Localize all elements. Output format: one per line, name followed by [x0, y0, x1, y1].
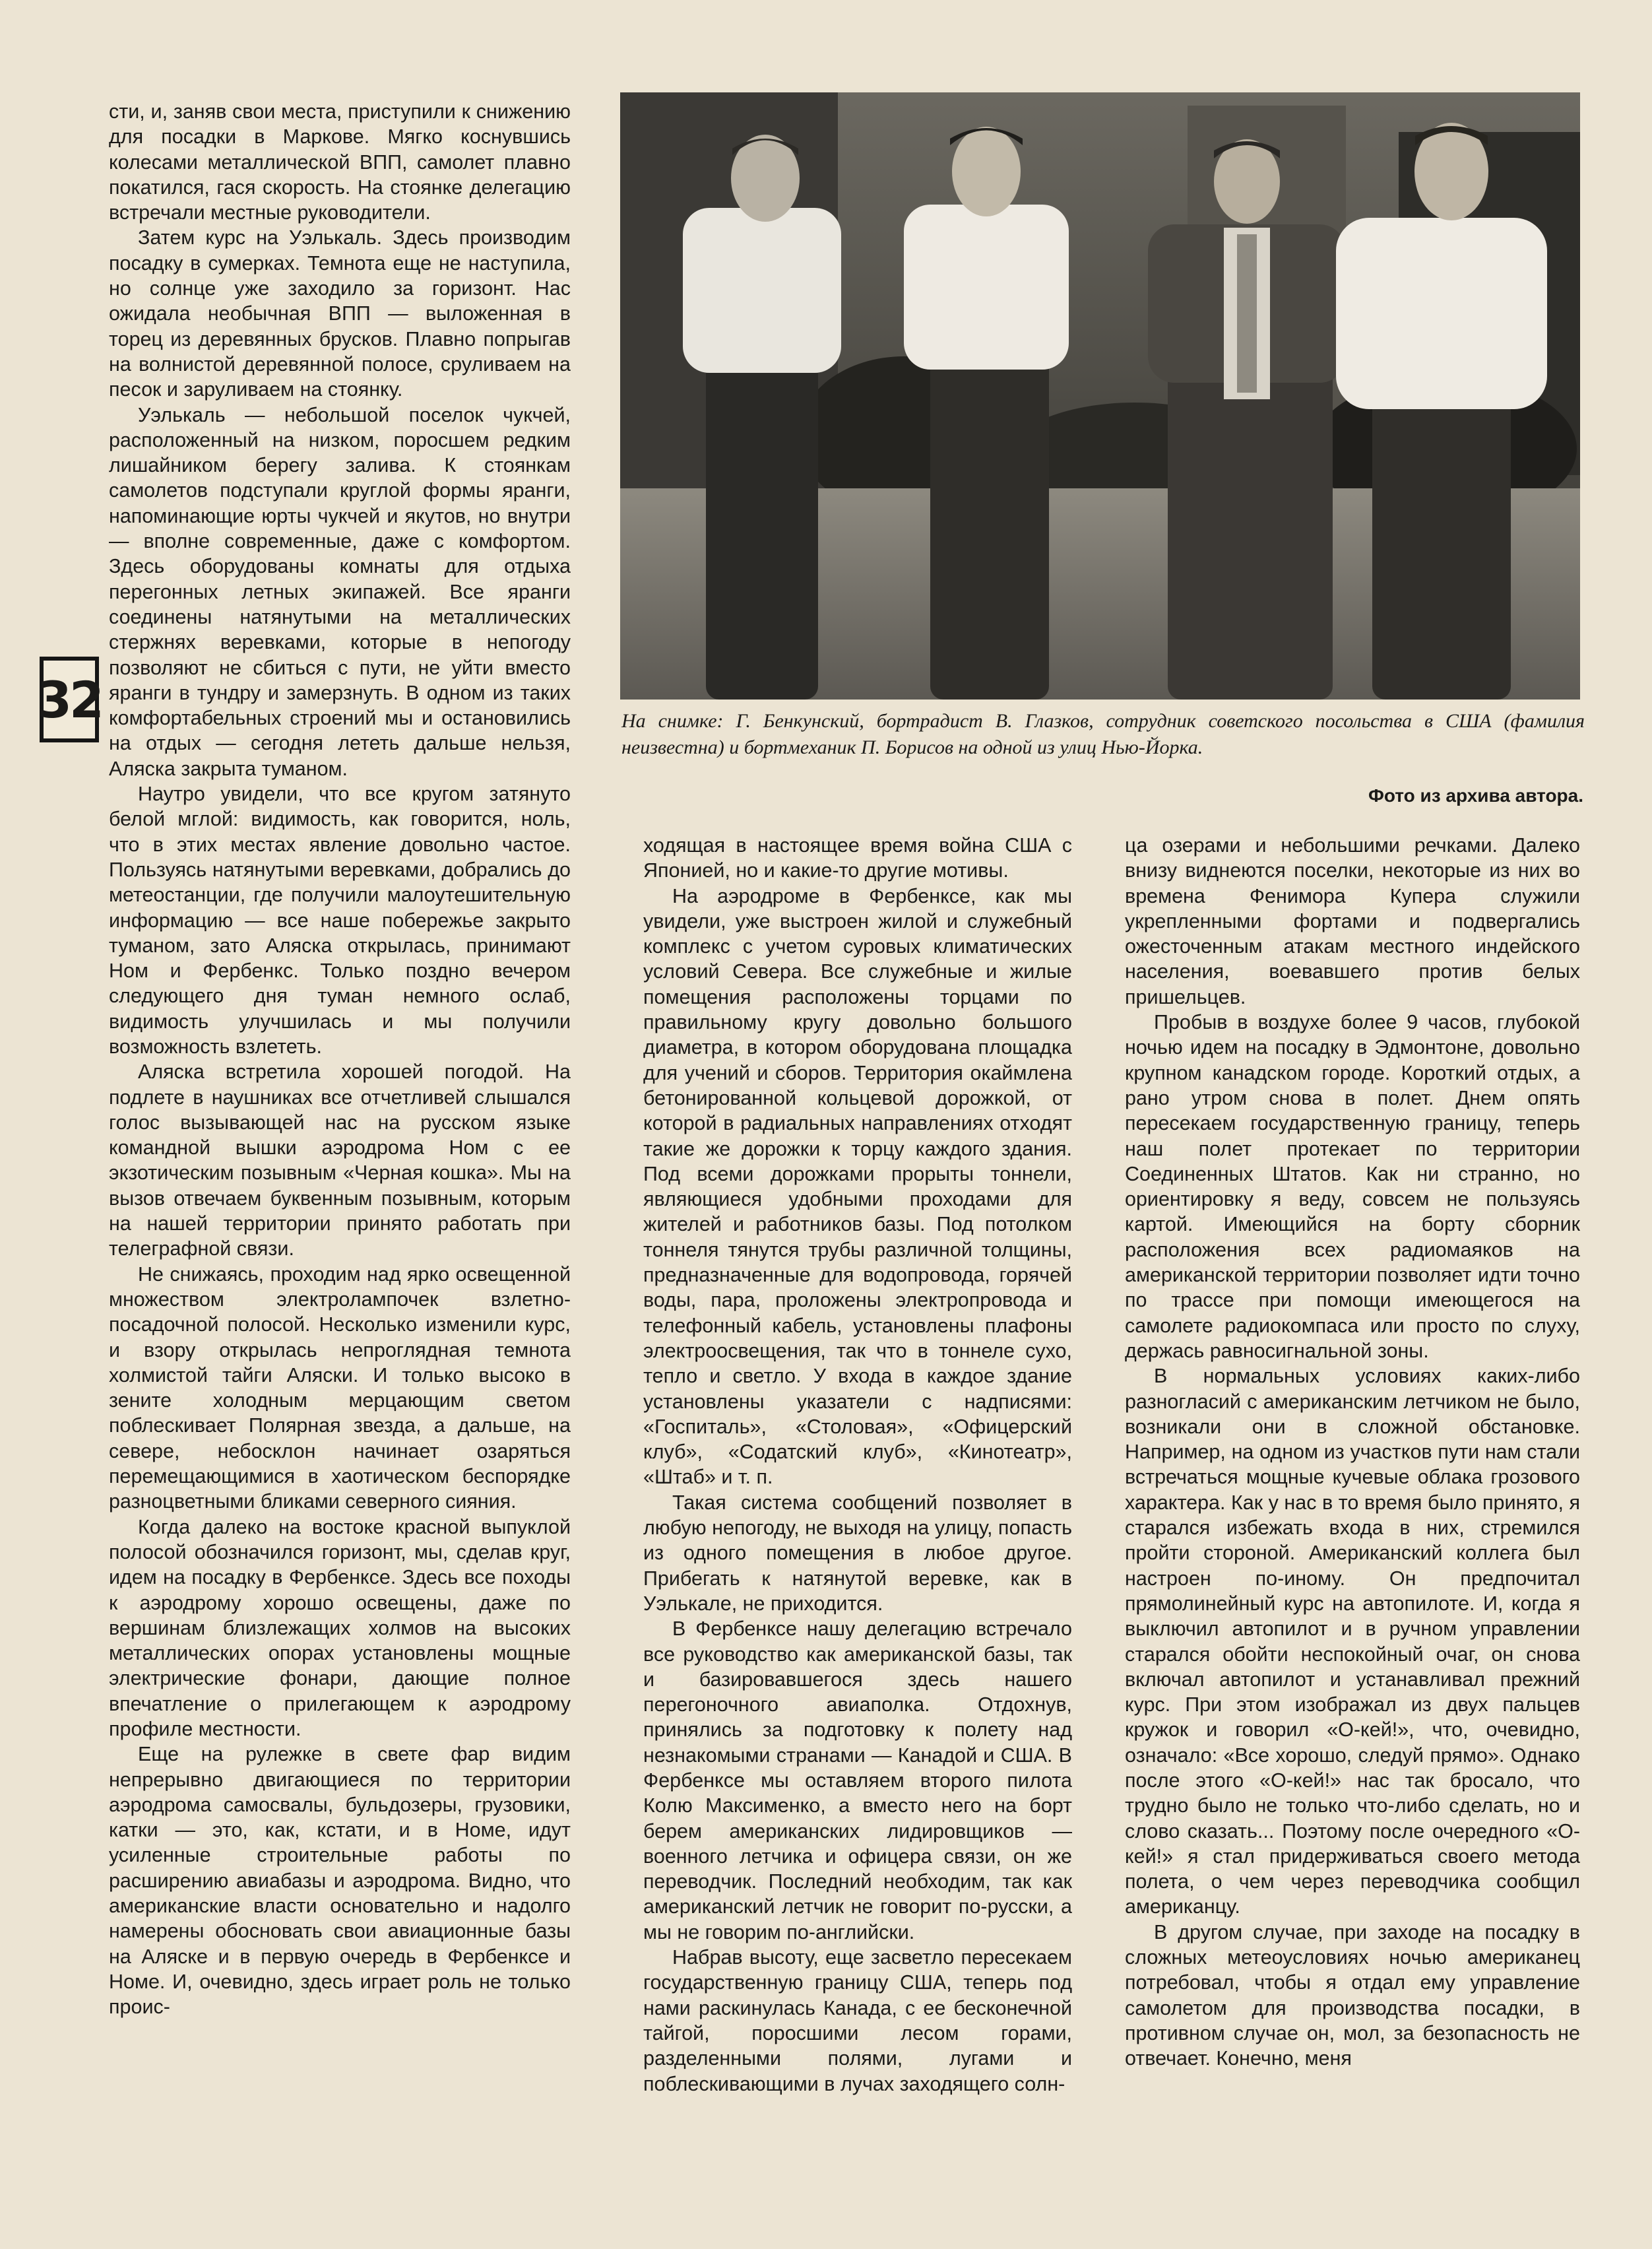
paragraph: В нормальных условиях каких-либо разногласий с американским летчиком не было, возникали они в сложной обстановке. Например, на одном из участков пути нам стали встречаться мощные кучевые облака грозового характера. Как у нас в то время было принято, я старался избежать входа в них, стремился пройти стороной. Американский коллега был настроен по-иному. Он предпочитал прямолинейный курс на автопилоте. И, когда я выключил автопилот и в ручном управлении старался обойти неспокойный очаг, он снова включал автопилот и устанавливал прежний курс. При этом изображал из двух пальцев кружок и говорил «О-кей!», что, очевидно, означало: «Все хорошо, следуй прямо». Однако после этого «О-кей!» нас так бросало, что трудно было не только что-либо сделать, но и слово сказать... Поэтому после очередного «О-кей!» я стал придерживаться своего метода полета, о чем через переводчика сообщил американцу. — [1125, 1365, 1580, 1918]
paragraph: ходящая в настоящее время война США с Японией, но и какие-то другие мотивы. — [643, 834, 1072, 882]
paragraph: Уэлькаль — небольшой поселок чукчей, расположенный на низком, поросшем редким лишайником берегу залива. К стоянкам самолетов подступали круглой формы яранги, напоминающие юрты чукчей и якутов, но внутри — вполне современные, даже с комфортом. Здесь оборудованы комнаты для отдыха перегонных летных экипажей. Все яранги соединены натянутыми на металлических стержнях веревками, которые в непогоду позволяют не сбиться с пути, не уйти вместо яранги в тундру и замерзнуть. В одном из таких комфортабельных строений мы и остановились на отдых — сегодня лететь дальше нельзя, Аляска закрыта туманом. — [109, 403, 571, 780]
photo-four-men — [620, 92, 1580, 700]
paragraph: На аэродроме в Фербенксе, как мы увидели, уже выстроен жилой и служебный комплекс с учетом суровых климатических условий Севера. Все служебные и жилые помещения расположены торцами по правильному кругу довольно большого диаметра, в котором оборудована площадка для учений и сборов. Территория окаймлена бетонированной кольцевой дорожкой, от которой в радиальных направлениях отходят такие же дорожки к торцу каждого здания. Под всеми дорожками прорыты тоннели, являющиеся удобными проходами для жителей и работников базы. Под потолком тоннеля тянутся трубы различной толщины, предназначенные для водопровода, горячей воды, пара, проложены электропровода и телефонный кабель, установлены плафоны электроосвещения, так что в тоннеле сухо, тепло и светло. У входа в каждое здание установлены указатели с надписями: «Госпиталь», «Столовая», «Офицерский клуб», «Содатский клуб», «Кинотеатр», «Штаб» и т. п. — [643, 884, 1072, 1489]
paragraph: Аляска встретила хорошей погодой. На подлете в наушниках все отчетливей слышался голос вызывающей нас на русском языке командной вышки аэродрома Ном с ее экзотическим позывным «Черная кошка». Мы на вызов отвечаем буквенным позывным, которым на нашей территории принято работать при телеграфной связи. — [109, 1060, 571, 1260]
text-column-3 — [1125, 833, 1580, 2219]
paragraph: Когда далеко на востоке красной выпуклой полосой обозначился горизонт, мы, сделав круг, идем на посадку в Фербенксе. Здесь все походы к аэродрому хорошо освещены, даже по вершинам близлежащих холмов на высоких металлических опорах установлены мощные электрические фонари, дающие полное впечатление о прилегающем к аэродрому профиле местности. — [109, 1515, 571, 1740]
paragraph: Набрав высоту, еще засветло пересекаем государственную границу США, теперь под нами раскинулась Канада, с ее бесконечной тайгой, поросшими лесом горами, разделенными полями, лугами и поблескивающими в лучах заходящего солн- — [643, 1946, 1072, 2095]
paragraph: ца озерами и небольшими речками. Далеко внизу виднеются поселки, некоторые из них во времена Фенимора Купера служили укрепленными фортами и подвергались ожесточенным атакам местного индейского населения, воевавшего против белых пришельцев. — [1125, 834, 1580, 1008]
text-column-1 — [109, 99, 571, 2217]
man-1 — [683, 135, 841, 700]
page-number: 32 — [40, 657, 99, 742]
paragraph: Наутро увидели, что все кругом затянуто белой мглой: видимость, как говорится, ноль, что в этих местах явление довольно частое. Пользуясь натянутыми веревками, добрались до метеостанции, где получили малоутешительную информацию — все наше побережье закрыто туманом, зато Аляска открылась, принимают Ном и Фербенкс. Только поздно вечером следующего дня туман немного ослаб, видимость улучшилась и мы получили возможность взлететь. — [109, 783, 571, 1058]
paragraph: В другом случае, при заходе на посадку в сложных метеоусловиях ночью американец потребовал, чтобы я отдал ему управление самолетом для производства посадки, в противном случае он, мол, за безопасность не отвечает. Конечно, меня — [1125, 1920, 1580, 2070]
paragraph: Затем курс на Уэлькаль. Здесь производим посадку в сумерках. Темнота еще не наступила, но солнце уже заходило за горизонт. Нас ожидала необычная ВПП — выложенная в торец из деревянных брусков. Плавно попрыгав на волнистой деревянной полосе, сруливаем на песок и заруливаем на стоянку. — [109, 226, 571, 401]
photo-illustration — [620, 92, 1580, 700]
photo-caption: На снимке: Г. Бенкунский, бортрадист В. Глазков, сотрудник советского посольства в США (фамилия неизвестна) и бортмеханик П. Борисов на одной из улиц Нью-Йорка. — [621, 710, 1585, 758]
paragraph: сти, и, заняв свои места, приступили к снижению для посадки в Маркове. Мягко коснувшись колесами металлической ВПП, самолет плавно покатился, гася скорость. На стоянке делегацию встречали местные руководители. — [109, 100, 571, 224]
paragraph: В Фербенксе нашу делегацию встречало все руководство как американской базы, так и базировавшегося здесь нашего перегоночного авиаполка. Отдохнув, принялись за подготовку к полету над незнакомыми странами — Канадой и США. В Фербенксе мы оставляем второго пилота Колю Максименко, а вместо него на борт берем американских лидировщиков — военного летчика и офицера связи, он же переводчик. Последний необходим, так как американский летчик не говорит по-русски, а мы не говорим по-английски. — [643, 1617, 1072, 1943]
paragraph: Еще на рулежке в свете фар видим непрерывно двигающиеся по территории аэродрома самосвалы, бульдозеры, грузовики, катки — это, как, кстати, и в Номе, идут усиленные строительные работы по расширению авиабазы и аэродрома. Видно, что американские власти основательно и надолго намерены обосновать свои авиационные базы на Аляске и в первую очередь в Фербенксе и Номе. И, очевидно, здесь играет роль не только проис- — [109, 1743, 571, 2019]
photo-credit: Фото из архива автора. — [1368, 785, 1583, 806]
paragraph: Не снижаясь, проходим над ярко освещенной множеством электролампочек взлетно-посадочной полосой. Несколько изменили курс, и взору открылась непроглядная темнота холмистой тайги Аляски. И только высоко в зените холодным мерцающим светом поблескивает Полярная звезда, а дальше, на севере, небосклон начинает озаряться перемещающимися в хаотическом беспорядке разноцветными бликами северного сияния. — [109, 1262, 571, 1513]
paragraph: Пробыв в воздухе более 9 часов, глубокой ночью идем на посадку в Эдмонтоне, довольно крупном канадском городе. Короткий отдых, а рано утром снова в полет. Днем опять пересекаем государственную границу, теперь наш полет протекает по территории Соединенных Штатов. Как ни странно, но ориентировку я веду, совсем не пользуясь картой. Имеющийся на борту сборник расположения всех радиомаяков на американской территории позволяет идти точно по трассе при помощи имеющегося на самолете радиокомпаса или просто по слуху, держась равносигнальной зоны. — [1125, 1011, 1580, 1362]
text-column-2 — [643, 833, 1072, 2219]
paragraph: Такая система сообщений позволяет в любую непогоду, не выходя на улицу, попасть из одного помещения в любое другое. Прибегать к натянутой веревке, как в Уэлькале, не приходится. — [643, 1491, 1072, 1615]
